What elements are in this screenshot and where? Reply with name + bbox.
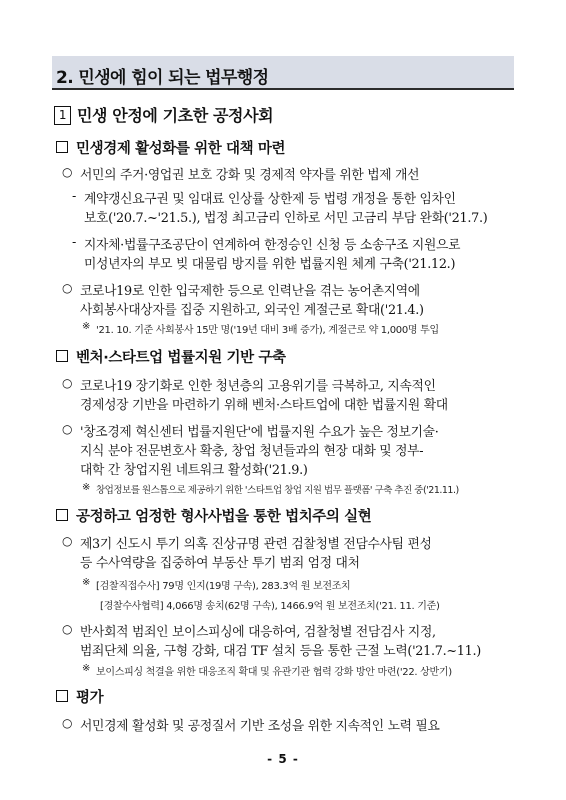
circle-bullet-icon: ○	[62, 165, 73, 179]
square-bullet-icon	[56, 690, 68, 702]
paragraph-line: 코로나19 장기화로 인한 청년층의 고용위기를 극복하고, 지속적인	[80, 379, 436, 394]
paragraph-line: 대학 간 창업지원 네트워크 활성화('21.9.)	[80, 463, 308, 478]
section-heading: 벤처·스타트업 법률지원 기반 구축	[56, 346, 286, 367]
note-line: '21. 10. 기준 사회봉사 15만 명('19년 대비 3배 증가), 계절근로 약 1,000명 투입	[96, 325, 439, 336]
chapter-heading	[52, 56, 514, 90]
subchapter-heading	[54, 103, 273, 126]
note-line: 창업정보를 원스톱으로 제공하기 위한 '스타트업 창업 지원 법무 플랫폼' 구축 추진 중('21.11.)	[96, 485, 459, 496]
note-marker: ※	[82, 577, 91, 588]
chapter-title: 2. 민생에 힘이 되는 법무행정	[56, 68, 269, 88]
paragraph-line: 제3기 신도시 투기 의혹 진상규명 관련 검찰청별 전담수사팀 편성	[80, 537, 432, 552]
circle-bullet-icon: ○	[62, 716, 73, 730]
paragraph-line: 사회봉사대상자를 집중 지원하고, 외국인 계절근로 확대('21.4.)	[80, 303, 424, 318]
dash-bullet-icon: -	[72, 189, 77, 203]
section-heading: 공정하고 엄정한 형사사법을 통한 법치주의 실현	[56, 505, 371, 526]
paragraph-line: 코로나19로 인한 입국제한 등으로 인력난을 겪는 농어촌지역에	[80, 284, 420, 299]
section-heading: 민생경제 활성화를 위한 대책 마련	[56, 137, 285, 158]
dash-bullet-icon: -	[72, 235, 77, 249]
paragraph-line: 미성년자의 부모 빚 대물림 방지를 위한 법률지원 체계 구축('21.12.)	[84, 257, 456, 272]
circle-bullet-icon: ○	[62, 422, 73, 436]
note-marker: ※	[82, 482, 91, 493]
note-line: [검찰직접수사] 79명 인지(19명 구속), 283.3억 원 보전조치	[96, 581, 351, 592]
circle-bullet-icon: ○	[62, 622, 73, 636]
paragraph-line: 지식 분야 전문변호사 확충, 창업 청년들과의 현장 대화 및 정부-	[80, 444, 424, 459]
section-heading: 평가	[56, 686, 103, 707]
note-line: 보이스피싱 척결을 위한 대응조직 확대 및 유관기관 협력 강화 방안 마련('22. 상반기)	[96, 667, 452, 678]
paragraph-line: 지자체·법률구조공단이 연계하여 한정승인 신청 등 소송구조 지원으로	[84, 238, 461, 253]
note-marker: ※	[82, 663, 91, 674]
square-bullet-icon	[56, 350, 68, 362]
square-bullet-icon	[56, 509, 68, 521]
subchapter-title: 민생 안정에 기초한 공정사회	[77, 106, 274, 125]
paragraph-line: 반사회적 범죄인 보이스피싱에 대응하여, 검찰청별 전담검사 지정,	[80, 625, 436, 640]
subchapter-number: 1	[54, 106, 71, 125]
paragraph-line: 등 수사역량을 집중하여 부동산 투기 범죄 엄정 대처	[80, 556, 360, 571]
paragraph-line: 계약갱신요구권 및 임대료 인상률 상한제 등 법령 개정을 통한 임차인	[84, 192, 456, 207]
paragraph-line: '창조경제 혁신센터 법률지원단'에 법률지원 수요가 높은 정보기술·	[80, 425, 439, 440]
paragraph-line: 경제성장 기반을 마련하기 위해 벤처·스타트업에 대한 법률지원 확대	[80, 398, 448, 413]
square-bullet-icon	[56, 141, 68, 153]
paragraph-line: 서민의 주거·영업권 보호 강화 및 경제적 약자를 위한 법제 개선	[80, 168, 420, 183]
note-line: [경찰수사협력] 4,066명 송치(62명 구속), 1466.9억 원 보전조치('21. 11. 기준)	[100, 601, 440, 612]
circle-bullet-icon: ○	[62, 281, 73, 295]
circle-bullet-icon: ○	[62, 534, 73, 548]
paragraph-line: 범죄단체 의율, 구형 강화, 대검 TF 설치 등을 통한 근절 노력('21.7.~11.)	[80, 644, 481, 659]
paragraph-line: 보호('20.7.~'21.5.), 법정 최고금리 인하로 서민 고금리 부담 완화('21.7.)	[84, 211, 488, 226]
note-marker: ※	[82, 321, 91, 332]
circle-bullet-icon: ○	[62, 376, 73, 390]
paragraph-line: 서민경제 활성화 및 공정질서 기반 조성을 위한 지속적인 노력 필요	[80, 719, 440, 734]
page-number: - 5 -	[267, 752, 299, 766]
